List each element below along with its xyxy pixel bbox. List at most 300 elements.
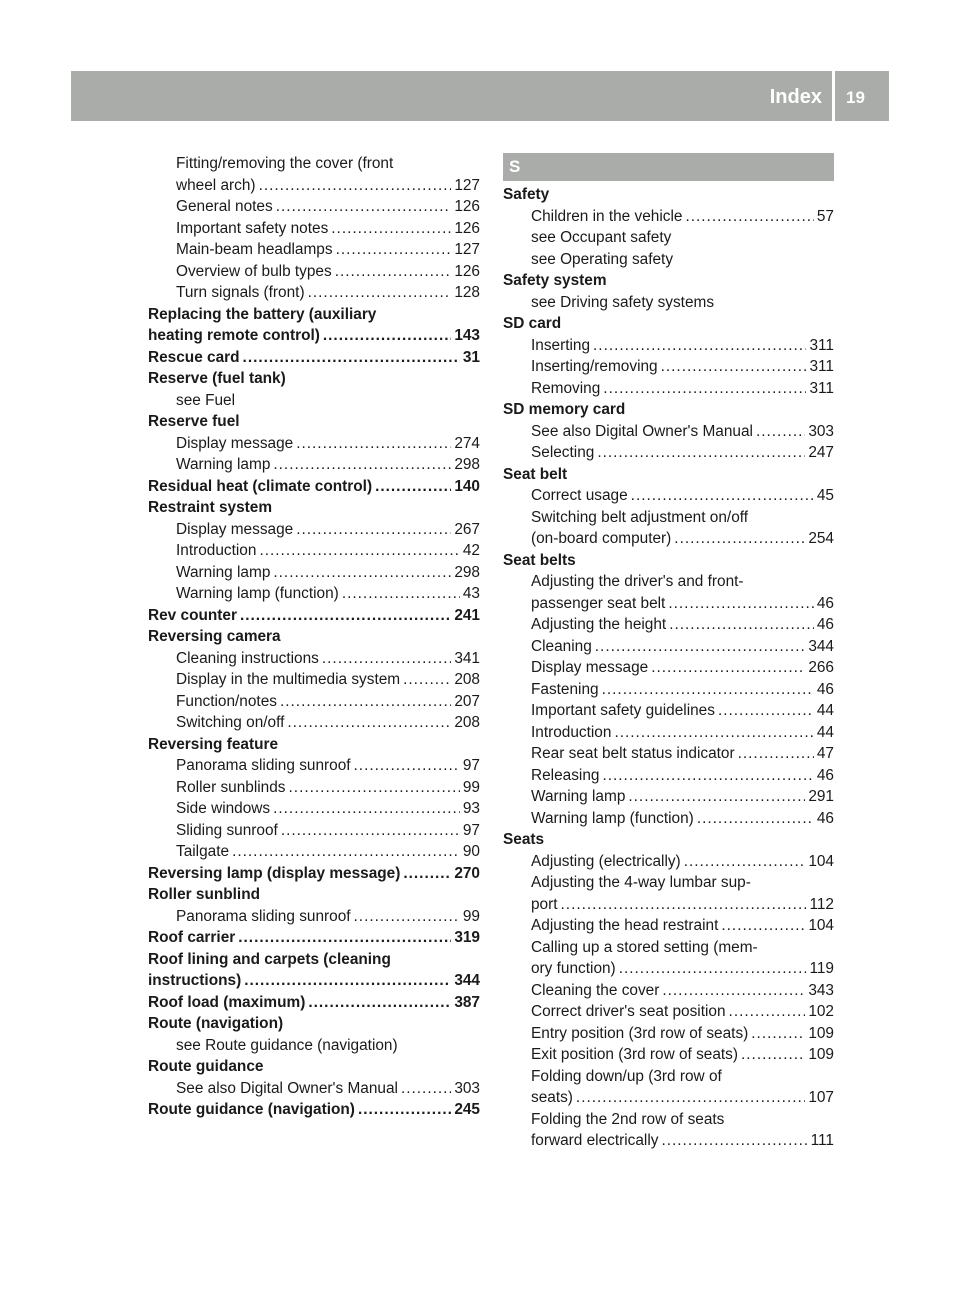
index-entry-subitem[interactable] bbox=[148, 691, 480, 713]
dot-leader bbox=[597, 442, 805, 464]
index-entry-heading[interactable] bbox=[148, 1099, 480, 1121]
entry-text: Display message bbox=[176, 520, 294, 538]
dot-leader bbox=[751, 1023, 805, 1045]
entry-text: Adjusting the height bbox=[531, 616, 667, 633]
page-reference[interactable]: 46 bbox=[816, 680, 834, 698]
page-reference[interactable]: 311 bbox=[809, 379, 834, 397]
page-reference[interactable]: 245 bbox=[454, 1101, 480, 1118]
dot-leader bbox=[403, 669, 451, 691]
page-reference[interactable]: 112 bbox=[809, 895, 834, 913]
index-entry-heading[interactable] bbox=[148, 970, 480, 992]
index-entry-subitem[interactable] bbox=[503, 700, 834, 722]
page-reference[interactable]: 303 bbox=[808, 422, 834, 440]
dot-leader bbox=[331, 218, 451, 240]
entry-text: Warning lamp bbox=[531, 788, 626, 805]
entry-text: SD card bbox=[503, 315, 562, 332]
page-reference[interactable]: 46 bbox=[816, 616, 834, 633]
index-entry-subitem[interactable] bbox=[148, 906, 480, 928]
entry-text: heating remote control) bbox=[148, 327, 320, 344]
page-reference[interactable]: 57 bbox=[816, 207, 834, 225]
dot-leader bbox=[354, 906, 460, 928]
page-reference[interactable]: 387 bbox=[454, 993, 480, 1011]
dot-leader bbox=[741, 1044, 805, 1066]
index-entry-subitem bbox=[503, 507, 834, 529]
entry-text: (on-board computer) bbox=[531, 530, 672, 547]
index-entry-heading[interactable] bbox=[148, 863, 480, 885]
dot-leader bbox=[661, 356, 807, 378]
entry-text: Roof lining and carpets (cleaning bbox=[148, 950, 391, 968]
index-entry-subitem[interactable] bbox=[148, 798, 480, 820]
index-entry-heading bbox=[503, 270, 834, 292]
index-entry-subitem[interactable] bbox=[503, 614, 834, 636]
index-entry-heading bbox=[148, 411, 480, 433]
entry-text: wheel arch) bbox=[176, 176, 256, 194]
entry-text: Adjusting the head restraint bbox=[531, 917, 719, 934]
index-column-right bbox=[503, 153, 834, 1152]
section-letter-heading: S bbox=[503, 153, 834, 181]
dot-leader bbox=[684, 851, 806, 873]
entry-text: Route guidance (navigation) bbox=[148, 1101, 355, 1118]
index-entry-subitem[interactable] bbox=[503, 593, 834, 615]
entry-text: Important safety notes bbox=[176, 219, 329, 237]
index-entry-subitem[interactable] bbox=[148, 519, 480, 541]
dot-leader bbox=[358, 1099, 451, 1121]
page-reference[interactable]: 241 bbox=[454, 606, 480, 624]
page-reference[interactable]: 247 bbox=[808, 444, 834, 461]
page-reference[interactable]: 126 bbox=[454, 219, 480, 237]
dot-leader bbox=[603, 378, 806, 400]
dot-leader bbox=[232, 841, 460, 863]
dot-leader bbox=[276, 196, 452, 218]
entry-text: Correct usage bbox=[531, 487, 628, 504]
dot-leader bbox=[273, 454, 451, 476]
index-entry-subitem[interactable] bbox=[503, 442, 834, 464]
dot-leader bbox=[273, 562, 451, 584]
entry-text: Switching on/off bbox=[176, 714, 285, 731]
page-reference[interactable]: 311 bbox=[809, 336, 834, 354]
entry-text: Adjusting (electrically) bbox=[531, 852, 681, 870]
entry-text: Selecting bbox=[531, 444, 595, 461]
index-entry-heading[interactable] bbox=[148, 927, 480, 949]
entry-text: Entry position (3rd row of seats) bbox=[531, 1024, 749, 1042]
index-entry-subitem[interactable] bbox=[148, 583, 480, 605]
index-entry-subitem[interactable] bbox=[503, 378, 834, 400]
index-entry-subitem[interactable] bbox=[148, 669, 480, 691]
index-entry-subitem[interactable] bbox=[503, 421, 834, 443]
page-reference[interactable]: 207 bbox=[454, 692, 480, 710]
page-reference[interactable]: 93 bbox=[462, 800, 480, 817]
index-entry-subitem[interactable] bbox=[503, 743, 834, 765]
dot-leader bbox=[281, 820, 460, 842]
page-reference[interactable]: 267 bbox=[454, 520, 480, 538]
index-entry-subitem[interactable] bbox=[503, 808, 834, 830]
index-entry-subitem[interactable] bbox=[503, 915, 834, 937]
dot-leader bbox=[336, 239, 452, 261]
dot-leader bbox=[287, 712, 451, 734]
entry-text: Reversing feature bbox=[148, 735, 279, 753]
page-reference[interactable]: 128 bbox=[454, 284, 480, 301]
page-reference[interactable]: 127 bbox=[454, 241, 480, 258]
entry-text: Safety bbox=[503, 186, 550, 203]
page-reference[interactable]: 127 bbox=[454, 176, 480, 194]
entry-text: seats) bbox=[531, 1089, 573, 1106]
index-entry-subitem[interactable] bbox=[148, 562, 480, 584]
entry-text: see Driving safety systems bbox=[531, 293, 715, 311]
entry-text: Calling up a stored setting (mem- bbox=[531, 938, 758, 956]
index-entry-subitem[interactable] bbox=[148, 196, 480, 218]
entry-text: Warning lamp (function) bbox=[176, 585, 339, 602]
entry-text: forward electrically bbox=[531, 1132, 659, 1149]
index-entry-subitem[interactable] bbox=[503, 1044, 834, 1066]
entry-text: Route guidance bbox=[148, 1058, 264, 1075]
index-entry-heading bbox=[148, 368, 480, 390]
page-reference[interactable]: 126 bbox=[454, 198, 480, 215]
index-entry-subitem bbox=[148, 153, 480, 175]
index-entry-subitem[interactable] bbox=[148, 261, 480, 283]
index-entry-subitem[interactable] bbox=[503, 1130, 834, 1152]
page-reference[interactable]: 319 bbox=[454, 929, 480, 946]
page-reference[interactable]: 46 bbox=[816, 594, 834, 612]
entry-text: Roller sunblinds bbox=[176, 778, 286, 796]
dot-leader bbox=[669, 614, 814, 636]
page-reference[interactable]: 126 bbox=[454, 262, 480, 280]
entry-text: Residual heat (climate control) bbox=[148, 477, 373, 495]
page-reference[interactable]: 44 bbox=[816, 723, 834, 741]
dot-leader bbox=[662, 980, 805, 1002]
index-entry-subitem[interactable] bbox=[148, 755, 480, 777]
index-entry-heading[interactable] bbox=[148, 325, 480, 347]
entry-text: Cleaning the cover bbox=[531, 981, 660, 999]
dot-leader bbox=[323, 325, 451, 347]
page-reference[interactable]: 42 bbox=[462, 542, 480, 559]
entry-text: see Route guidance (navigation) bbox=[176, 1036, 398, 1054]
dot-leader bbox=[335, 261, 452, 283]
entry-text: Adjusting the 4-way lumbar sup- bbox=[531, 874, 751, 891]
dot-leader bbox=[308, 282, 452, 304]
entry-text: Tailgate bbox=[176, 843, 230, 860]
index-entry-subitem[interactable] bbox=[503, 958, 834, 980]
dot-leader bbox=[631, 485, 814, 507]
dot-leader bbox=[354, 755, 460, 777]
index-entry-heading bbox=[148, 884, 480, 906]
page-reference[interactable]: 104 bbox=[808, 852, 834, 870]
index-entry-subitem bbox=[503, 227, 834, 249]
entry-text: Children in the vehicle bbox=[531, 207, 683, 225]
page-reference[interactable]: 90 bbox=[462, 843, 480, 860]
dot-leader bbox=[619, 958, 807, 980]
entry-text: Replacing the battery (auxiliary bbox=[148, 305, 377, 323]
index-entry-subitem[interactable] bbox=[503, 894, 834, 916]
dot-leader bbox=[259, 175, 452, 197]
entry-text: Inserting bbox=[531, 336, 591, 354]
index-entry-subitem[interactable] bbox=[148, 712, 480, 734]
index-entry-subitem bbox=[503, 292, 834, 314]
index-entry-heading bbox=[503, 550, 834, 572]
entry-text: Restraint system bbox=[148, 499, 273, 516]
entry-text: Warning lamp bbox=[176, 563, 271, 581]
index-entry-subitem[interactable] bbox=[503, 528, 834, 550]
dot-leader bbox=[674, 528, 805, 550]
page-reference[interactable]: 107 bbox=[808, 1089, 834, 1106]
page-reference[interactable]: 344 bbox=[454, 972, 480, 989]
dot-leader bbox=[668, 593, 814, 615]
page-reference[interactable]: 208 bbox=[454, 671, 480, 688]
index-entry-subitem bbox=[503, 1066, 834, 1088]
page-reference[interactable]: 266 bbox=[808, 659, 834, 676]
dot-leader bbox=[738, 743, 814, 765]
index-entry-subitem bbox=[148, 1035, 480, 1057]
entry-text: Fitting/removing the cover (front bbox=[176, 155, 394, 172]
dot-leader bbox=[375, 476, 451, 498]
page-reference[interactable]: 298 bbox=[454, 563, 480, 581]
entry-text: See also Digital Owner's Manual bbox=[176, 1079, 398, 1097]
entry-text: Exit position (3rd row of seats) bbox=[531, 1046, 738, 1063]
dot-leader bbox=[342, 583, 460, 605]
index-entry-heading[interactable] bbox=[148, 992, 480, 1014]
index-entry-subitem bbox=[503, 571, 834, 593]
entry-text: Route (navigation) bbox=[148, 1015, 284, 1032]
dot-leader bbox=[238, 927, 451, 949]
dot-leader bbox=[322, 648, 451, 670]
entry-text: SD memory card bbox=[503, 401, 626, 418]
entry-text: Reversing camera bbox=[148, 628, 281, 645]
entry-text: Seat belt bbox=[503, 465, 568, 483]
index-entry-subitem[interactable] bbox=[503, 786, 834, 808]
entry-text: Cleaning instructions bbox=[176, 649, 319, 667]
entry-text: Panorama sliding sunroof bbox=[176, 907, 351, 925]
index-entry-heading bbox=[148, 626, 480, 648]
index-entry-subitem[interactable] bbox=[503, 657, 834, 679]
page-reference[interactable]: 344 bbox=[808, 637, 834, 655]
entry-text: Inserting/removing bbox=[531, 358, 658, 375]
index-entry-subitem bbox=[503, 937, 834, 959]
entry-text: Roller sunblind bbox=[148, 886, 261, 903]
entry-text: passenger seat belt bbox=[531, 594, 666, 612]
page-title: Index bbox=[769, 86, 822, 108]
dot-leader bbox=[697, 808, 814, 830]
index-entry-subitem[interactable] bbox=[503, 335, 834, 357]
page-reference[interactable]: 102 bbox=[808, 1003, 834, 1020]
dot-leader bbox=[259, 540, 459, 562]
index-entry-subitem[interactable] bbox=[503, 485, 834, 507]
dot-leader bbox=[273, 798, 460, 820]
page-reference[interactable]: 109 bbox=[808, 1024, 834, 1042]
page-reference[interactable]: 109 bbox=[808, 1046, 834, 1063]
page-reference[interactable]: 119 bbox=[809, 960, 834, 977]
page-reference[interactable]: 270 bbox=[454, 864, 480, 882]
page-number: 19 bbox=[846, 88, 865, 107]
entry-text: Main-beam headlamps bbox=[176, 241, 333, 258]
entry-text: Reserve (fuel tank) bbox=[148, 370, 286, 387]
index-entry-subitem[interactable] bbox=[148, 648, 480, 670]
index-entry-subitem[interactable] bbox=[503, 1087, 834, 1109]
page-reference[interactable]: 99 bbox=[462, 907, 480, 925]
index-entry-heading[interactable] bbox=[148, 476, 480, 498]
entry-text: Warning lamp (function) bbox=[531, 809, 694, 827]
entry-text: Important safety guidelines bbox=[531, 702, 715, 719]
index-entry-heading bbox=[503, 829, 834, 851]
entry-text: Introduction bbox=[176, 542, 257, 559]
index-entry-subitem[interactable] bbox=[148, 1078, 480, 1100]
index-entry-subitem[interactable] bbox=[148, 540, 480, 562]
index-entry-heading[interactable] bbox=[148, 347, 480, 369]
entry-text: Overview of bulb types bbox=[176, 262, 332, 280]
entry-text: General notes bbox=[176, 198, 273, 215]
index-entry-heading bbox=[503, 184, 834, 206]
entry-text: Switching belt adjustment on/off bbox=[531, 508, 749, 526]
entry-text: Reversing lamp (display message) bbox=[148, 864, 401, 882]
index-entry-heading bbox=[148, 1056, 480, 1078]
dot-leader bbox=[602, 679, 814, 701]
page-reference[interactable]: 44 bbox=[816, 702, 834, 719]
dot-leader bbox=[614, 722, 813, 744]
dot-leader bbox=[661, 1130, 807, 1152]
index-entry-heading bbox=[503, 399, 834, 421]
index-entry-subitem bbox=[503, 249, 834, 271]
index-entry-heading bbox=[148, 497, 480, 519]
entry-text: Side windows bbox=[176, 800, 271, 817]
dot-leader bbox=[721, 915, 805, 937]
index-entry-subitem[interactable] bbox=[148, 175, 480, 197]
page-reference[interactable]: 254 bbox=[808, 530, 834, 547]
entry-text: Panorama sliding sunroof bbox=[176, 757, 351, 774]
page-reference[interactable]: 303 bbox=[454, 1079, 480, 1097]
entry-text: Function/notes bbox=[176, 692, 277, 710]
entry-text: Roof carrier bbox=[148, 929, 236, 946]
dot-leader bbox=[244, 970, 451, 992]
page-reference[interactable]: 140 bbox=[454, 477, 480, 495]
entry-text: Display message bbox=[176, 434, 294, 452]
entry-text: port bbox=[531, 895, 558, 913]
page-reference[interactable]: 104 bbox=[808, 917, 834, 934]
dot-leader bbox=[651, 657, 805, 679]
dot-leader bbox=[561, 894, 807, 916]
dot-leader bbox=[296, 519, 451, 541]
page-reference[interactable]: 46 bbox=[816, 766, 834, 784]
entry-text: Fastening bbox=[531, 680, 599, 698]
page-reference[interactable]: 274 bbox=[454, 434, 480, 452]
entry-text: Removing bbox=[531, 379, 601, 397]
section-entries bbox=[503, 184, 834, 1152]
entry-text: Sliding sunroof bbox=[176, 821, 278, 839]
index-entry-subitem[interactable] bbox=[148, 282, 480, 304]
index-entry-subitem[interactable] bbox=[148, 820, 480, 842]
dot-leader bbox=[308, 992, 451, 1014]
entry-text: See also Digital Owner's Manual bbox=[531, 422, 753, 440]
page-reference[interactable]: 97 bbox=[462, 757, 480, 774]
page-reference[interactable]: 208 bbox=[454, 714, 480, 731]
page-reference[interactable]: 291 bbox=[808, 788, 834, 805]
index-entry-subitem[interactable] bbox=[503, 722, 834, 744]
dot-leader bbox=[296, 433, 451, 455]
index-entry-heading[interactable] bbox=[148, 605, 480, 627]
index-entry-subitem[interactable] bbox=[503, 206, 834, 228]
index-entry-subitem[interactable] bbox=[148, 841, 480, 863]
index-entry-heading bbox=[503, 313, 834, 335]
dot-leader bbox=[595, 636, 806, 658]
page-reference[interactable]: 31 bbox=[462, 348, 480, 366]
page-reference[interactable]: 143 bbox=[454, 327, 480, 344]
header-divider bbox=[832, 71, 835, 121]
page-reference[interactable]: 97 bbox=[462, 821, 480, 839]
dot-leader bbox=[403, 863, 451, 885]
entry-text: Turn signals (front) bbox=[176, 284, 305, 301]
index-entry-subitem bbox=[503, 872, 834, 894]
page-reference[interactable]: 298 bbox=[454, 456, 480, 473]
index-entry-subitem bbox=[503, 1109, 834, 1131]
entry-text: Reserve fuel bbox=[148, 413, 240, 430]
entry-text: Rev counter bbox=[148, 606, 237, 624]
index-entry-subitem[interactable] bbox=[503, 851, 834, 873]
page-reference[interactable]: 341 bbox=[454, 649, 480, 667]
index-entry-subitem[interactable] bbox=[503, 679, 834, 701]
page-reference[interactable]: 311 bbox=[809, 358, 834, 375]
index-entry-subitem[interactable] bbox=[148, 777, 480, 799]
dot-leader bbox=[756, 421, 805, 443]
entry-text: Adjusting the driver's and front- bbox=[531, 573, 744, 590]
dot-leader bbox=[576, 1087, 805, 1109]
dot-leader bbox=[240, 605, 451, 627]
page-reference[interactable]: 343 bbox=[808, 981, 834, 999]
index-entry-subitem[interactable] bbox=[148, 239, 480, 261]
page-reference[interactable]: 45 bbox=[816, 487, 834, 504]
index-entry-subitem[interactable] bbox=[503, 1001, 834, 1023]
page-reference[interactable]: 47 bbox=[816, 745, 834, 762]
index-entry-subitem bbox=[148, 390, 480, 412]
entry-text: Introduction bbox=[531, 723, 612, 741]
index-entry-subitem[interactable] bbox=[503, 765, 834, 787]
entry-text: see Occupant safety bbox=[531, 229, 672, 246]
dot-leader bbox=[729, 1001, 806, 1023]
index-entry-heading bbox=[148, 949, 480, 971]
page-reference[interactable]: 99 bbox=[462, 778, 480, 796]
page-reference[interactable]: 46 bbox=[816, 809, 834, 827]
dot-leader bbox=[602, 765, 813, 787]
index-column-left bbox=[148, 153, 480, 1121]
entry-text: Roof load (maximum) bbox=[148, 993, 306, 1011]
entry-text: see Fuel bbox=[176, 391, 236, 409]
entry-text: Warning lamp bbox=[176, 456, 271, 473]
entry-text: Seat belts bbox=[503, 551, 576, 569]
entry-text: Seats bbox=[503, 831, 545, 848]
index-entry-subitem[interactable] bbox=[503, 636, 834, 658]
index-entry-heading bbox=[148, 734, 480, 756]
entry-text: Releasing bbox=[531, 766, 600, 784]
index-entry-heading bbox=[503, 464, 834, 486]
index-entry-subitem[interactable] bbox=[148, 454, 480, 476]
index-entry-heading bbox=[148, 1013, 480, 1035]
entry-text: Display message bbox=[531, 659, 649, 676]
entry-text: ory function) bbox=[531, 960, 616, 977]
dot-leader bbox=[289, 777, 460, 799]
entry-text: see Operating safety bbox=[531, 250, 674, 268]
index-entry-heading bbox=[148, 304, 480, 326]
page-reference[interactable]: 43 bbox=[462, 585, 480, 602]
index-entry-subitem[interactable] bbox=[148, 218, 480, 240]
dot-leader bbox=[243, 347, 460, 369]
entry-text: Rescue card bbox=[148, 348, 240, 366]
entry-text: Safety system bbox=[503, 272, 607, 289]
index-entry-subitem[interactable] bbox=[503, 980, 834, 1002]
page-reference[interactable]: 111 bbox=[810, 1132, 834, 1149]
index-entry-subitem[interactable] bbox=[503, 356, 834, 378]
entry-text: Correct driver's seat position bbox=[531, 1003, 726, 1020]
dot-leader bbox=[401, 1078, 451, 1100]
dot-leader bbox=[628, 786, 805, 808]
index-entry-subitem[interactable] bbox=[148, 433, 480, 455]
dot-leader bbox=[593, 335, 806, 357]
index-entry-subitem[interactable] bbox=[503, 1023, 834, 1045]
